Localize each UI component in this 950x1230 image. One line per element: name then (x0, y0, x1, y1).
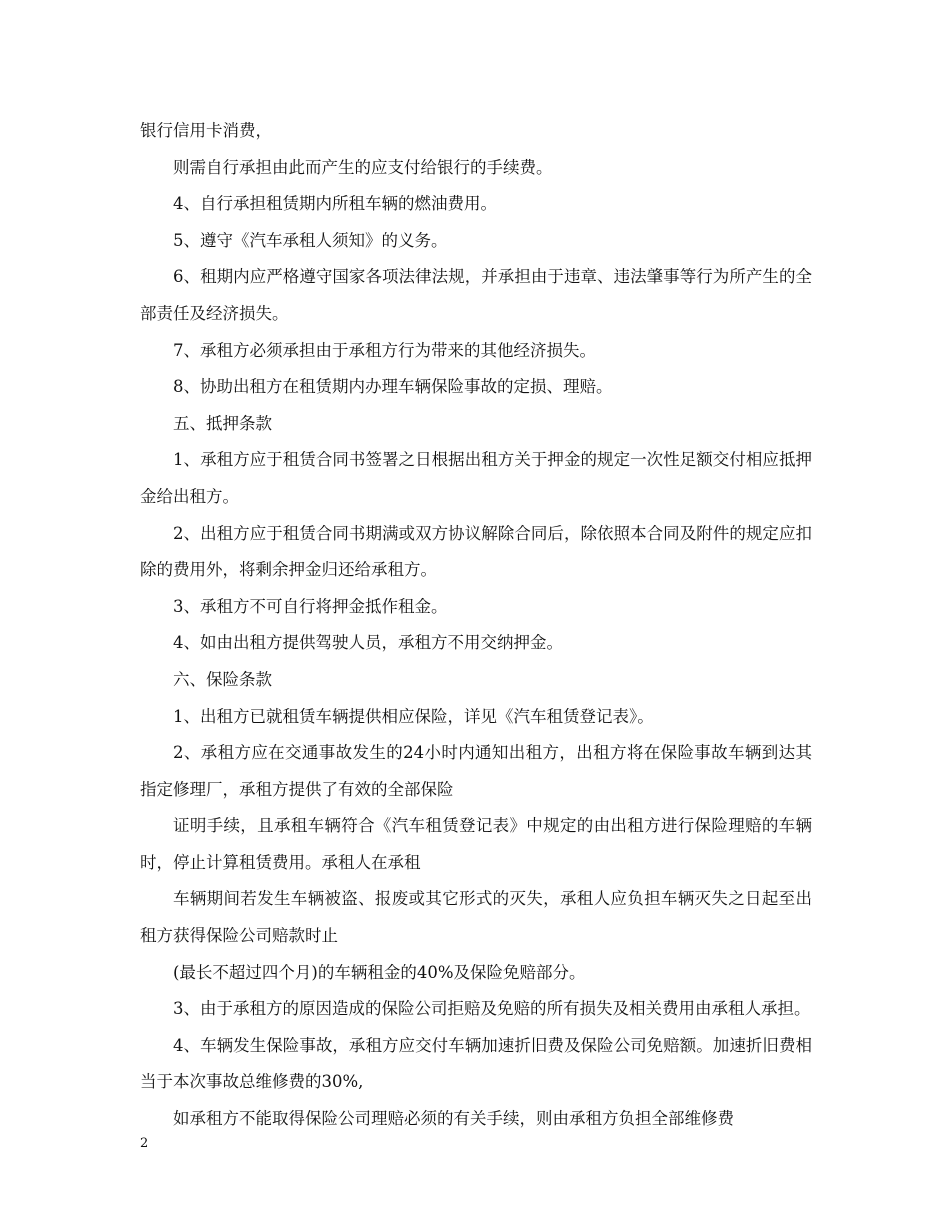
paragraph-10: 2、出租方应于租赁合同书期满或双方协议解除合同后，除依照本合同及附件的规定应扣除的费用外，将剩余押金归还给承租方。 (140, 523, 812, 580)
paragraph-21: 如承租方不能取得保险公司理赔必须的有关手续，则由承租方负担全部维修费 (173, 1109, 734, 1129)
paragraph-15: 2、承租方应在交通事故发生的24小时内通知出租方，出租方将在保险事故车辆到达其指定修理厂，承租方提供了有效的全部保险 (140, 743, 812, 799)
paragraph-12: 4、如由出租方提供驾驶人员，承租方不用交纳押金。 (173, 633, 563, 653)
paragraph-9: 1、承租方应于租赁合同书签署之日根据出租方关于押金的规定一次性足额交付相应抵押金给出租方。 (140, 450, 812, 506)
paragraph-14: 1、出租方已就租赁车辆提供相应保险，详见《汽车租赁登记表》。 (173, 706, 654, 726)
paragraph-3: 4、自行承担租赁期内所租车辆的燃油费用。 (173, 194, 497, 214)
paragraph-6: 7、承租方必须承担由于承租方行为带来的其他经济损失。 (173, 340, 596, 360)
section-heading-mortgage: 五、抵押条款 (173, 413, 272, 433)
paragraph-2: 则需自行承担由此而产生的应支付给银行的手续费。 (173, 157, 553, 177)
document-body (140, 113, 812, 1138)
paragraph-1: 银行信用卡消费， (140, 121, 272, 140)
paragraph-17: 车辆期间若发生车辆被盗、报废或其它形式的灭失，承租人应负担车辆灭失之日起至出租方获得保险公司赔款时止 (140, 889, 812, 946)
paragraph-5: 6、租期内应严格遵守国家各项法律法规，并承担由于违章、违法肇事等行为所产生的全部责任及经济损失。 (140, 267, 812, 323)
paragraph-16: 证明手续，且承租车辆符合《汽车租赁登记表》中规定的由出租方进行保险理赔的车辆时，停止计算租赁费用。承租人在承租 (140, 816, 812, 872)
paragraph-11: 3、承租方不可自行将押金抵作租金。 (173, 596, 448, 616)
paragraph-18: (最长不超过四个月)的车辆租金的40%及保险免赔部分。 (173, 962, 586, 982)
page-number: 2 (140, 1136, 149, 1151)
paragraph-20: 4、车辆发生保险事故，承租方应交付车辆加速折旧费及保险公司免赔额。加速折旧费相当于本次事故总维修费的30%, (140, 1035, 812, 1092)
paragraph-19: 3、由于承租方的原因造成的保险公司拒赔及免赔的所有损失及相关费用由承租人承担。 (173, 999, 811, 1019)
paragraph-7: 8、协助出租方在租赁期内办理车辆保险事故的定损、理赔。 (173, 377, 613, 397)
section-heading-insurance: 六、保险条款 (173, 669, 272, 689)
paragraph-4: 5、遵守《汽车承租人须知》的义务。 (173, 230, 448, 250)
